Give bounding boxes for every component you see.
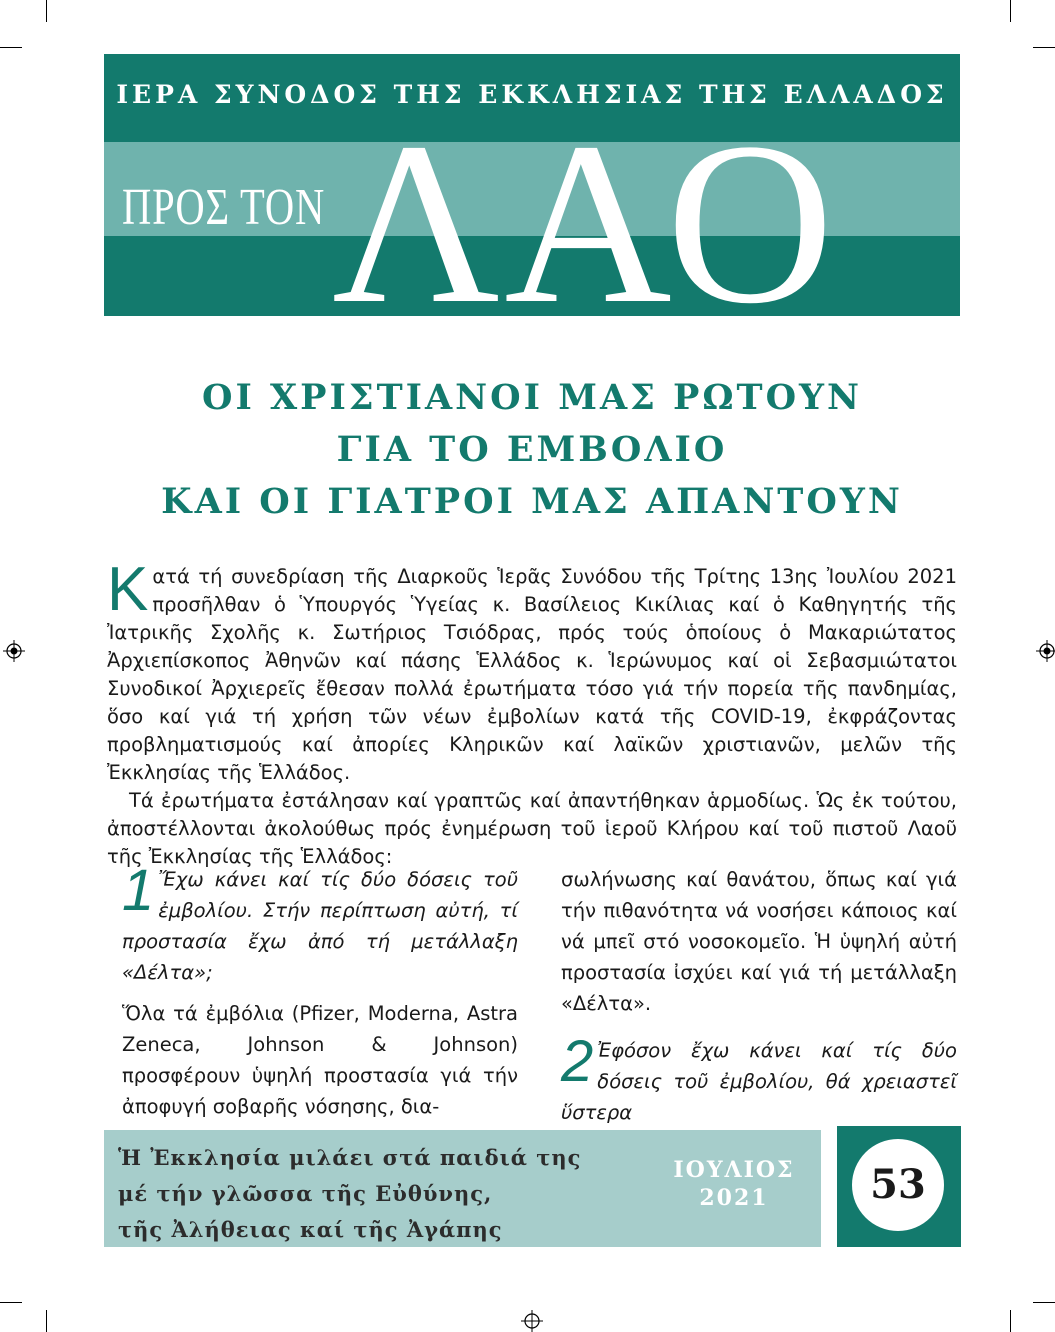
issue-number-box — [837, 1126, 961, 1247]
title-line: ΚΑΙ ΟΙ ΓΙΑΤΡΟΙ ΜΑΣ ΑΠΑΝΤΟΥΝ — [161, 481, 903, 522]
column-left — [122, 858, 518, 1122]
motto-line: τῆς Ἀλήθειας καί τῆς Ἀγάπης — [118, 1217, 503, 1242]
issue-year: 2021 — [699, 1185, 769, 1211]
drop-cap: Κ — [107, 555, 149, 624]
masthead — [104, 54, 960, 316]
article-title — [104, 372, 960, 528]
issue-number: 53 — [852, 1139, 944, 1231]
crop-mark — [46, 1310, 47, 1332]
issue-date — [664, 1156, 804, 1212]
crop-mark — [46, 0, 47, 22]
intro-paragraph-text: ατά τή συνεδρίαση τῆς Διαρκοῦς Ἱερᾶς Συνόδου τῆς Τρίτης 13ης Ἰουλίου 2021 προσῆλθαν ὁ Ὑπουργός Ὑγείας κ. Βασίλειος Κικίλιας καί ὁ Καθηγητής τῆς Ἰατρικῆς Σχολῆς κ. Σωτήριος Τσιόδρας, πρός τούς ὁποίους ὁ Μακαριώτατος Ἀρχιεπίσκοπος Ἀθηνῶν καί πάσης Ἑλλάδος κ. Ἱερώνυμος καί οἱ Σεβασμιώτατοι Συνοδικοί Ἀρχιερεῖς ἔθεσαν πολλά ἐρωτήματα τόσο γιά τήν πορεία τῆς πανδημίας, ὅσο καί γιά τή χρήση τῶν νέων ἐμβολίων κατά τῆς COVID-19, ἐκφράζοντας προβληματισμούς καί ἀπορίες Κληρικῶν καί λαϊκῶν χριστιανῶν, μελῶν τῆς Ἐκκλησίας τῆς Ἑλλάδος. — [107, 565, 957, 784]
crop-mark — [1033, 1302, 1055, 1303]
crop-mark — [0, 47, 22, 48]
masthead-lao: ΛΑΟ — [332, 95, 838, 316]
intro-paragraph: Τά ἐρωτήματα ἐστάλησαν καί γραπτῶς καί ἀπαντήθηκαν ἁρμοδίως. Ὡς ἐκ τούτου, ἀποστέλλονται ἀκολούθως πρός ἐνημέρωση τοῦ ἱεροῦ Κλήρου καί τοῦ πιστοῦ Λαοῦ τῆς Ἐκκλησίας τῆς Ἑλλάδος: — [107, 789, 957, 868]
crop-mark — [1033, 47, 1055, 48]
question-1 — [122, 858, 518, 988]
crop-mark — [1010, 0, 1011, 22]
registration-mark-icon — [3, 640, 25, 662]
answer-1-part-1: Ὅλα τά ἐμβόλια (Pfizer, Moderna, Astra Zeneca, Johnson & Johnson) προσφέρουν ὑψηλή προστασία γιά τήν ἀποφυγή σοβαρῆς νόσησης, δια- — [122, 1002, 518, 1118]
question-2 — [561, 1029, 957, 1128]
intro-text — [107, 555, 957, 871]
question-text: Ἔχω κάνει καί τίς δύο δόσεις τοῦ ἐμβολίου. Στήν περίπτωση αὐτή, τί προστασία ἔχω ἀπό τή μετάλλαξη «Δέλτα»; — [122, 868, 518, 984]
question-number: 1 — [122, 858, 155, 923]
motto-line: μέ τήν γλῶσσα τῆς Εὐθύνης, — [118, 1181, 493, 1206]
title-line: ΟΙ ΧΡΙΣΤΙΑΝΟΙ ΜΑΣ ΡΩΤΟΥΝ — [201, 377, 863, 418]
title-line: ΓΙΑ ΤΟ ΕΜΒΟΛΙΟ — [336, 429, 728, 470]
intro-paragraph — [107, 555, 957, 787]
footer-banner — [104, 1130, 821, 1247]
motto-line: Ἡ Ἐκκλησία μιλάει στά παιδιά της — [118, 1145, 582, 1170]
question-text: Ἐφόσον ἔχω κάνει καί τίς δύο δόσεις τοῦ ἐμβολίου, θά χρειαστεῖ ὕστερα — [561, 1039, 957, 1124]
answer-1-part-2: σωλήνωσης καί θανάτου, ὅπως καί γιά τήν πιθανότητα νά νοσήσει κάποιος καί νά μπεῖ στό νοσοκομεῖο. Ἡ ὑψηλή αὐτή προστασία ἰσχύει καί γιά τή μετάλλαξη «Δέλτα». — [561, 868, 957, 1015]
synod-name: ΙΕΡΑ ΣΥΝΟΔΟΣ ΤΗΣ ΕΚΚΛΗΣΙΑΣ ΤΗΣ ΕΛΛΑΔΟΣ — [116, 80, 948, 109]
question-number: 2 — [561, 1029, 594, 1094]
issue-month: ΙΟΥΛΙΟΣ — [673, 1157, 795, 1183]
masthead-pros-ton: ΠΡΟΣ ΤΟΝ — [122, 179, 326, 236]
crop-mark — [1010, 1310, 1011, 1332]
footer-motto — [118, 1140, 658, 1248]
registration-mark-icon — [521, 1310, 543, 1332]
column-right — [561, 864, 957, 1128]
registration-mark-icon — [1036, 640, 1055, 662]
crop-mark — [0, 1302, 22, 1303]
